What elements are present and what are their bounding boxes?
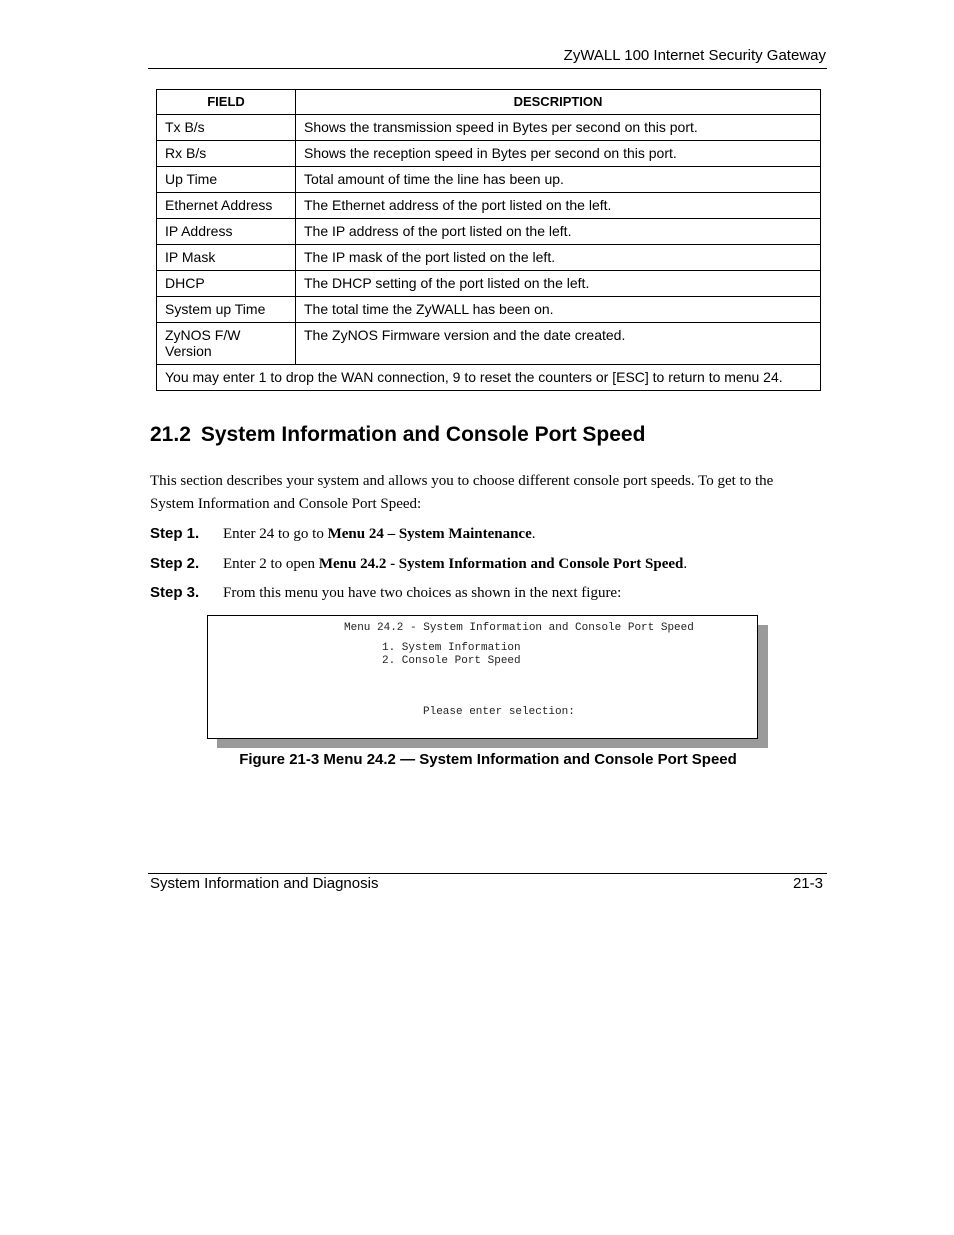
console-screen [207, 615, 758, 739]
footer-chapter-title: System Information and Diagnosis [150, 875, 379, 892]
description-cell: The ZyNOS Firmware version and the date created. [296, 323, 821, 365]
table-row [157, 219, 821, 245]
field-cell: DHCP [157, 271, 296, 297]
description-cell: The IP mask of the port listed on the left. [296, 245, 821, 271]
step-label: Step 1. [150, 525, 200, 542]
description-cell: The DHCP setting of the port listed on the left. [296, 271, 821, 297]
console-option-system-information: 1. System Information [382, 642, 521, 654]
description-cell: Total amount of time the line has been up. [296, 167, 821, 193]
table-note-row [157, 365, 821, 391]
figure-caption: Figure 21-3 Menu 24.2 — System Information and Console Port Speed [239, 751, 737, 768]
step-text-pre: From this menu you have two choices as shown in the next figure: [223, 585, 622, 601]
description-cell: The total time the ZyWALL has been on. [296, 297, 821, 323]
description-cell: Shows the transmission speed in Bytes per second on this port. [296, 115, 821, 141]
step-3 [150, 584, 621, 602]
step-text [223, 585, 621, 601]
table-row [157, 167, 821, 193]
step-label: Step 3. [150, 584, 200, 601]
step-text-pre: Enter 2 to open [223, 556, 319, 572]
step-2 [150, 555, 687, 573]
table-row [157, 323, 821, 365]
description-cell: Shows the reception speed in Bytes per second on this port. [296, 141, 821, 167]
table-note: You may enter 1 to drop the WAN connection, 9 to reset the counters or [ESC] to return to menu 24. [157, 365, 821, 391]
step-text-bold: Menu 24.2 - System Information and Console Port Speed [318, 556, 684, 572]
field-cell: Up Time [157, 167, 296, 193]
field-cell: Tx B/s [157, 115, 296, 141]
field-cell: IP Address [157, 219, 296, 245]
step-text [223, 526, 535, 542]
description-cell: The Ethernet address of the port listed on the left. [296, 193, 821, 219]
step-text-post: . [683, 556, 688, 572]
section-heading [150, 423, 645, 447]
table-row [157, 297, 821, 323]
field-cell: ZyNOS F/W Version [157, 323, 296, 365]
table-row [157, 193, 821, 219]
column-header-description: DESCRIPTION [296, 90, 821, 115]
description-cell: The IP address of the port listed on the left. [296, 219, 821, 245]
field-cell: Rx B/s [157, 141, 296, 167]
footer-rule [148, 873, 827, 874]
field-description-table [156, 89, 821, 391]
section-number: 21.2 [150, 423, 191, 446]
intro-paragraph: This section describes your system and allows you to choose different console port speeds. To get to the System Information and Console Port Speed: [150, 473, 774, 512]
table-row [157, 141, 821, 167]
field-cell: System up Time [157, 297, 296, 323]
table-header-row [157, 90, 821, 115]
section-title: System Information and Console Port Speed [200, 423, 646, 446]
table-row [157, 245, 821, 271]
footer-page-number: 21-3 [792, 875, 823, 892]
step-text-post: . [531, 526, 536, 542]
table-row [157, 271, 821, 297]
table-row [157, 115, 821, 141]
running-header: ZyWALL 100 Internet Security Gateway [563, 47, 826, 64]
field-cell: Ethernet Address [157, 193, 296, 219]
column-header-field: FIELD [157, 90, 296, 115]
console-prompt: Please enter selection: [423, 706, 575, 718]
step-text-bold: Menu 24 – System Maintenance [327, 526, 532, 542]
step-text [223, 556, 687, 572]
console-menu-title: Menu 24.2 - System Information and Console Port Speed [344, 622, 694, 634]
step-text-pre: Enter 24 to go to [223, 526, 328, 542]
header-rule [148, 68, 827, 69]
step-1 [150, 525, 535, 543]
field-cell: IP Mask [157, 245, 296, 271]
step-label: Step 2. [150, 555, 200, 572]
console-option-console-port-speed: 2. Console Port Speed [382, 655, 521, 667]
